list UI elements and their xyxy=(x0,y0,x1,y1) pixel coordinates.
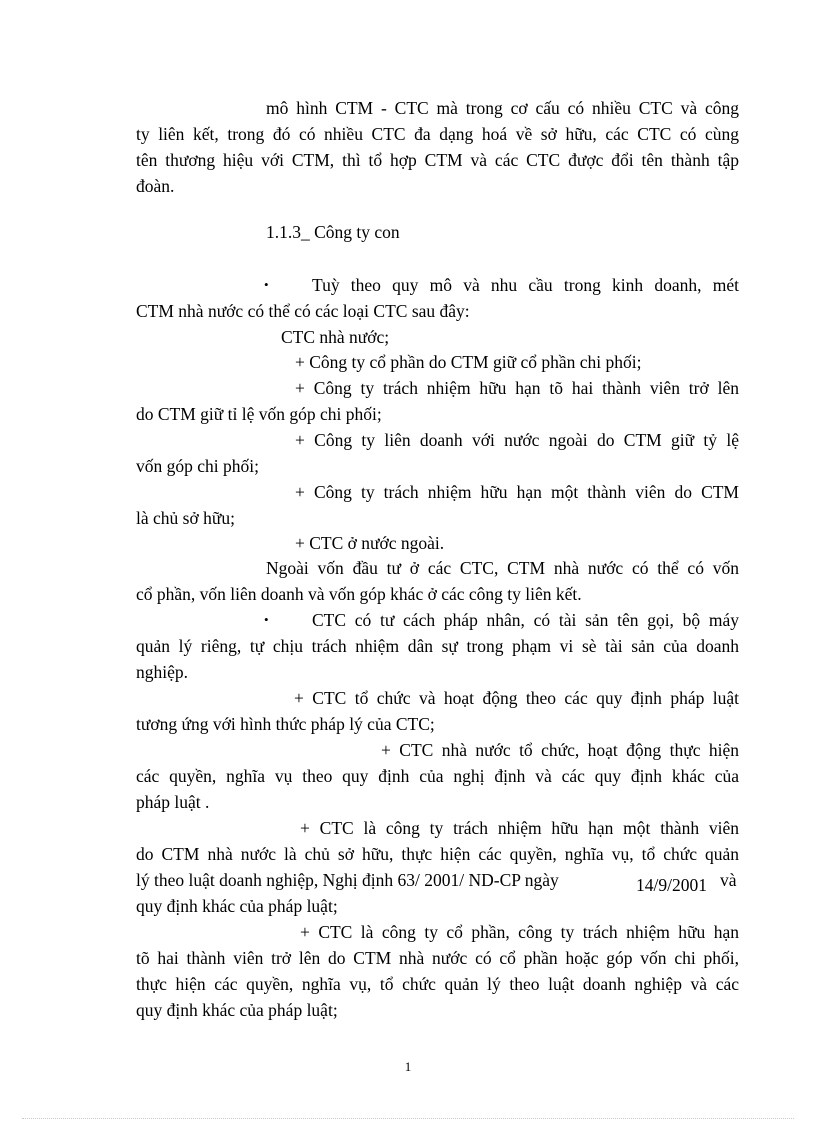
list-item: + CTC là công ty trách nhiệm hữu hạn một thành viên xyxy=(300,818,739,838)
text-line: tương ứng với hình thức pháp lý của CTC; xyxy=(136,714,435,734)
list-item: + CTC ở nước ngoài. xyxy=(295,533,445,553)
text-line: thực hiện các quyền, nghĩa vụ, tổ chức quản lý theo luật doanh nghiệp và các xyxy=(136,974,739,994)
text-line xyxy=(136,870,739,895)
text-line: ty liên kết, trong đó có nhiều CTC đa dạng hoá về sở hữu, các CTC có cùng xyxy=(136,124,739,144)
text-line: Tuỳ theo quy mô và nhu cầu trong kinh doanh, mét xyxy=(312,275,739,295)
section-heading: 1.1.3_ Công ty con xyxy=(266,222,400,242)
text-line: quản lý riêng, tự chịu trách nhiệm dân sự trong phạm vi sè tài sản của doanh xyxy=(136,636,739,656)
text-line: đoàn. xyxy=(136,176,175,196)
list-item: + Công ty cổ phần do CTM giữ cổ phần chi phối; xyxy=(295,352,642,372)
page-bottom-rule xyxy=(22,1118,794,1119)
text-line: cổ phần, vốn liên doanh và vốn góp khác ở các công ty liên kết. xyxy=(136,584,582,604)
text-segment: và xyxy=(720,870,737,890)
list-item: + Công ty liên doanh với nước ngoài do CTM giữ tỷ lệ xyxy=(295,430,739,450)
text-line: pháp luật . xyxy=(136,792,210,812)
text-line: quy định khác của pháp luật; xyxy=(136,1000,338,1020)
list-item: + Công ty trách nhiệm hữu hạn một thành viên do CTM xyxy=(295,482,739,502)
text-line: các quyền, nghĩa vụ theo quy định của nghị định và các quy định khác của xyxy=(136,766,739,786)
text-line: do CTM giữ tỉ lệ vốn góp chi phối; xyxy=(136,404,382,424)
list-item: CTC nhà nước; xyxy=(281,327,390,347)
text-line: nghiệp. xyxy=(136,662,189,682)
bullet-icon: • xyxy=(264,612,269,627)
list-item: + CTC tổ chức và hoạt động theo các quy định pháp luật xyxy=(294,688,739,708)
date-text: 14/9/2001 xyxy=(636,875,707,895)
text-line: Ngoài vốn đầu tư ở các CTC, CTM nhà nước có thể có vốn xyxy=(266,558,739,578)
list-item: + Công ty trách nhiệm hữu hạn tõ hai thành viên trở lên xyxy=(295,378,739,398)
list-item: + CTC nhà nước tổ chức, hoạt động thực hiện xyxy=(381,740,739,760)
text-line: là chủ sở hữu; xyxy=(136,508,235,528)
text-line: quy định khác của pháp luật; xyxy=(136,896,338,916)
text-line: mô hình CTM - CTC mà trong cơ cấu có nhiều CTC và công xyxy=(266,98,739,118)
text-line: vốn góp chi phối; xyxy=(136,456,259,476)
text-line: CTC có tư cách pháp nhân, có tài sản tên gọi, bộ máy xyxy=(312,610,739,630)
bullet-icon: • xyxy=(264,277,269,292)
text-line: do CTM nhà nước là chủ sở hữu, thực hiện các quyền, nghĩa vụ, tổ chức quản xyxy=(136,844,739,864)
text-line: tõ hai thành viên trở lên do CTM nhà nước có cổ phần hoặc góp vốn chi phối, xyxy=(136,948,739,968)
text-line: tên thương hiệu với CTM, thì tổ hợp CTM và các CTC được đổi tên thành tập xyxy=(136,150,739,170)
page-number: 1 xyxy=(404,1059,412,1074)
list-item: + CTC là công ty cổ phần, công ty trách nhiệm hữu hạn xyxy=(300,922,739,942)
text-segment: lý theo luật doanh nghiệp, Nghị định 63/ 2001/ ND-CP ngày xyxy=(136,870,559,890)
text-line: CTM nhà nước có thể có các loại CTC sau đây: xyxy=(136,301,470,321)
